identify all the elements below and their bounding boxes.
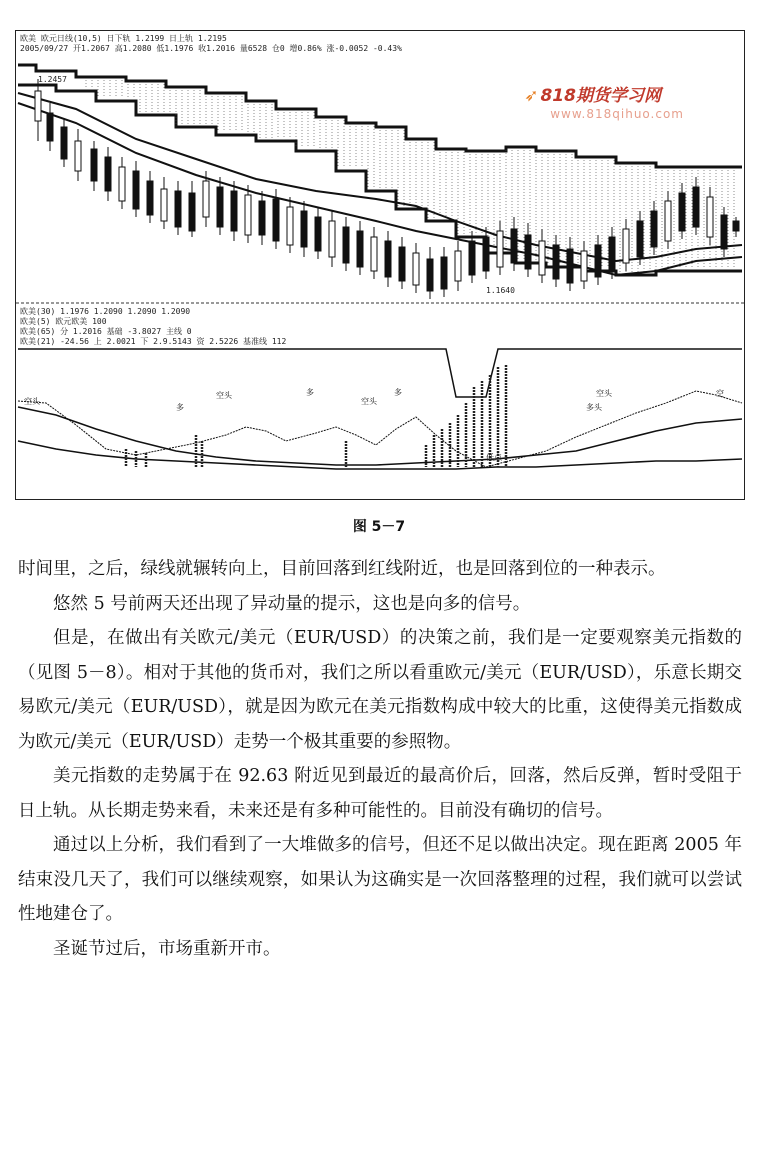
indicator-header-3: 欧美(65) 分 1.2016 基础 -3.8027 主线 0 [20, 327, 192, 336]
candle-body [721, 215, 727, 249]
annotation: 空头 [24, 397, 40, 406]
indicator-header-1: 欧美(30) 1.1976 1.2090 1.2090 1.2090 [20, 307, 191, 316]
indicator-spike-line [18, 349, 742, 397]
candle-body [651, 211, 657, 247]
candle-body [553, 245, 559, 279]
candle-body [595, 245, 601, 277]
annotation: 空头 [596, 389, 612, 398]
candle-body [609, 237, 615, 271]
paragraph: 时间里，之后，绿线就辗转向上，目前回落到红线附近，也是回落到位的一种表示。 [18, 559, 666, 579]
candle-body [483, 237, 489, 271]
candlestick-chart-figure [15, 30, 745, 500]
candle-body [119, 167, 125, 201]
candle-body [623, 229, 629, 263]
candle-body [245, 195, 251, 235]
candle-body [203, 181, 209, 217]
paragraph: 美元指数的走势属于在 92.63 附近见到最近的最高价后，回落，然后反弹，暂时受阻于日上轨。从长期走势来看，未来还是有多种可能性的。目前没有确切的信号。 [18, 766, 742, 821]
candle-body [455, 251, 461, 281]
ma-line-2 [18, 103, 742, 275]
candle-body [105, 157, 111, 191]
chart-header-line-1: 欧美 欧元日线(10,5) 日下轨 1.2199 日上轨 1.2195 [20, 34, 227, 43]
candle-body [707, 197, 713, 237]
figure-caption: 图 5－7 [352, 519, 406, 535]
annotation: 多 [176, 403, 184, 412]
price-low-label: 1.1640 [486, 286, 515, 295]
candle-body [47, 113, 53, 141]
candle-body [273, 199, 279, 241]
annotation: 空头 [361, 397, 377, 406]
candle-body [567, 249, 573, 283]
candle-body [231, 191, 237, 231]
candle-body [357, 231, 363, 267]
candle-body [693, 187, 699, 227]
candle-body [175, 191, 181, 227]
candle-body [427, 259, 433, 291]
bird-logo-icon: ➶ [524, 86, 539, 106]
paragraph: 悠然 5 号前两天还出现了异动量的提示，这也是向多的信号。 [53, 593, 531, 614]
indicator-header-2: 欧美(5) 欧元欧美 100 [20, 317, 107, 326]
candle-body [147, 181, 153, 215]
body-text [18, 552, 742, 966]
annotation: 多 [394, 388, 402, 397]
candle-body [35, 91, 41, 121]
candle-body [525, 235, 531, 269]
site-watermark [524, 81, 684, 121]
candle-body [497, 231, 503, 267]
watermark-logo [524, 81, 684, 106]
annotation: 低点 [486, 453, 502, 462]
paragraph: 但是，在做出有关欧元/美元（EUR/USD）的决策之前，我们是一定要观察美元指数的（见图 5－8）。相对于其他的货币对，我们之所以看重欧元/美元（EUR/USD），乐意长期交易欧元/美元（EUR/USD），就是因为欧元在美元指数构成中较大的比重，这使得美元指数成为欧元/美元（EUR/USD）走势一个极其重要的参照物。 [18, 628, 742, 752]
candle-body [733, 221, 739, 231]
candle-body [329, 221, 335, 257]
candle-body [539, 241, 545, 275]
candle-body [189, 193, 195, 231]
chart-header-line-2: 2005/09/27 开1.2067 高1.2080 低1.1976 收1.2016 量6528 仓0 增0.86% 涨-0.0052 -0.43% [20, 44, 402, 53]
candle-body [441, 257, 447, 289]
candle-body [61, 127, 67, 159]
candle-body [371, 237, 377, 271]
candle-body [511, 229, 517, 263]
candle-body [581, 251, 587, 281]
watermark-url: www.818qihuo.com [550, 107, 684, 121]
annotation: 多 [306, 388, 314, 397]
candle-body [259, 201, 265, 235]
annotation: 多头 [586, 403, 602, 412]
candle-body [679, 193, 685, 231]
candle-body [133, 171, 139, 209]
candle-body [91, 149, 97, 181]
indicator-header-4: 欧美(21) -24.56 上 2.0021 下 2.9.5143 资 2.5226 基准线 112 [20, 337, 287, 346]
candle-body [287, 207, 293, 245]
candle-body [217, 187, 223, 227]
candle-body [665, 201, 671, 241]
candle-body [385, 241, 391, 277]
candle-body [637, 221, 643, 257]
paragraph: 通过以上分析，我们看到了一大堆做多的信号，但还不足以做出决定。现在距离 2005 年结束没几天了，我们可以继续观察，如果认为这确实是一次回落整理的过程，我们就可以尝试性地建仓了。 [18, 835, 742, 924]
annotation: 空 [716, 389, 724, 398]
candle-body [161, 189, 167, 221]
candle-body [469, 241, 475, 275]
candle-body [343, 227, 349, 263]
candle-body [301, 211, 307, 247]
annotation: 空头 [216, 391, 232, 400]
candle-body [75, 141, 81, 171]
paragraph: 圣诞节过后，市场重新开市。 [53, 938, 281, 959]
price-high-label: 1.2457 [38, 75, 67, 84]
candle-body [413, 253, 419, 285]
candle-body [399, 247, 405, 281]
watermark-logo-text: 818期货学习网 [540, 86, 661, 106]
candle-body [315, 217, 321, 251]
